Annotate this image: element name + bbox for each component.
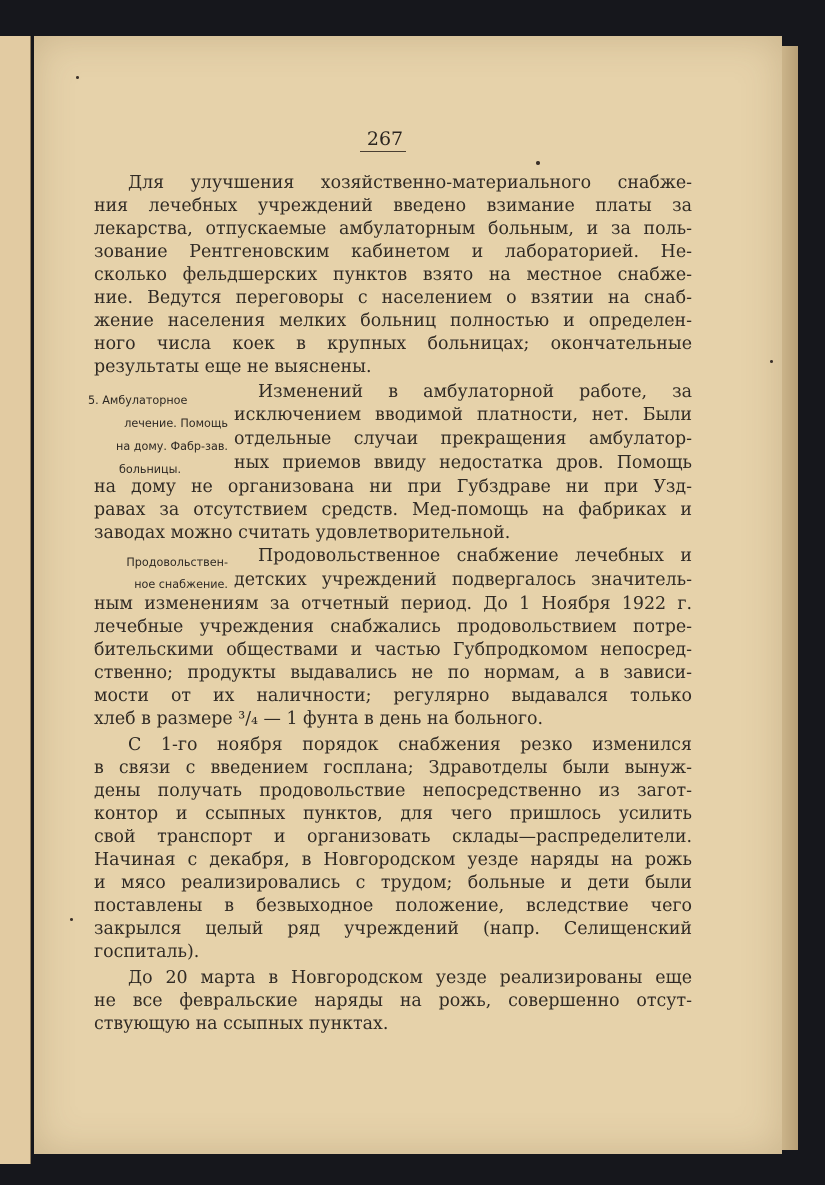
text-line: ного числа коек в крупных больницах; окончательные <box>94 334 692 354</box>
text-line: бительскими обществами и частью Губпродкомом непосред- <box>94 640 692 660</box>
side-note: Продовольствен- <box>126 556 228 569</box>
page-number-rule <box>360 151 406 152</box>
text-line: в связи с введением госплана; Здравотделы были вынуж- <box>94 758 692 778</box>
facing-page-edge <box>0 36 31 1164</box>
text-line: исключением вводимой платности, нет. Были <box>234 405 692 425</box>
text-line: хлеб в размере ³/₄ — 1 фунта в день на больного. <box>94 709 544 729</box>
text-line: контор и ссыпных пунктов, для чего пришлось усилить <box>94 804 692 824</box>
side-note: больницы. <box>118 463 182 476</box>
side-note: на дому. Фабр-зав. <box>116 440 228 453</box>
text-line: С 1-го ноября порядок снабжения резко изменился <box>128 735 692 755</box>
paper-speck <box>70 918 73 921</box>
text-line: закрылся целый ряд учреждений (напр. Селищенский <box>94 919 692 939</box>
text-line: не все февральские наряды на рожь, совершенно отсут- <box>94 991 692 1011</box>
paper-speck <box>536 161 540 165</box>
text-line: сколько фельдшерских пунктов взято на местное снабже- <box>94 265 692 285</box>
text-line: ния лечебных учреждений введено взимание платы за <box>94 196 692 216</box>
text-line: результаты еще не выяснены. <box>94 357 372 377</box>
text-line: детских учреждений подвергалось значитель- <box>234 570 692 590</box>
text-line: лечебные учреждения снабжались продовольствием потре- <box>94 617 692 637</box>
text-line: Для улучшения хозяйственно-материального снабже- <box>128 173 692 193</box>
text-line: ние. Ведутся переговоры с населением о взятии на снаб- <box>94 288 692 308</box>
text-line: Изменений в амбулаторной работе, за <box>258 382 692 402</box>
paper-speck <box>76 76 79 79</box>
text-line: Продовольственное снабжение лечебных и <box>258 546 692 566</box>
text-line: на дому не организована ни при Губздраве ни при Узд- <box>94 477 692 497</box>
text-line: ствующую на ссыпных пунктах. <box>94 1014 389 1034</box>
text-line: отдельные случаи прекращения амбулатор- <box>234 429 692 449</box>
text-line: ным изменениям за отчетный период. До 1 Ноября 1922 г. <box>94 594 692 614</box>
text-line: лекарства, отпускаемые амбулаторным больным, и за поль- <box>94 219 692 239</box>
page-stack-edge <box>782 46 798 1150</box>
text-line: До 20 марта в Новгородском уезде реализированы еще <box>128 968 692 988</box>
text-line: мости от их наличности; регулярно выдавался только <box>94 686 692 706</box>
text-line: поставлены в безвыходное положение, вследствие чего <box>94 896 692 916</box>
text-line: Начиная с декабря, в Новгородском уезде наряды на рожь <box>94 850 692 870</box>
text-line: зование Рентгеновским кабинетом и лабораторией. Не- <box>94 242 692 262</box>
side-note: ное снабжение. <box>134 578 228 591</box>
text-line: госпиталь). <box>94 942 200 962</box>
paper-speck <box>770 360 773 363</box>
text-line: ных приемов ввиду недостатка дров. Помощь <box>234 453 692 473</box>
page-number: 267 <box>366 128 404 150</box>
text-line: равах за отсутствием средств. Мед-помощь на фабриках и <box>94 500 692 520</box>
text-line: жение населения мелких больниц полностью и определен- <box>94 311 692 331</box>
side-note: лечение. Помощь <box>124 417 228 430</box>
text-line: и мясо реализировались с трудом; больные и дети были <box>94 873 692 893</box>
text-line: свой транспорт и организовать склады—распределители. <box>94 827 692 847</box>
text-line: заводах можно считать удовлетворительной. <box>94 523 511 543</box>
text-line: ственно; продукты выдавались не по нормам, а в зависи- <box>94 663 692 683</box>
side-note: 5. Амбулаторное <box>88 394 188 407</box>
text-line: дены получать продовольствие непосредственно из загот- <box>94 781 692 801</box>
